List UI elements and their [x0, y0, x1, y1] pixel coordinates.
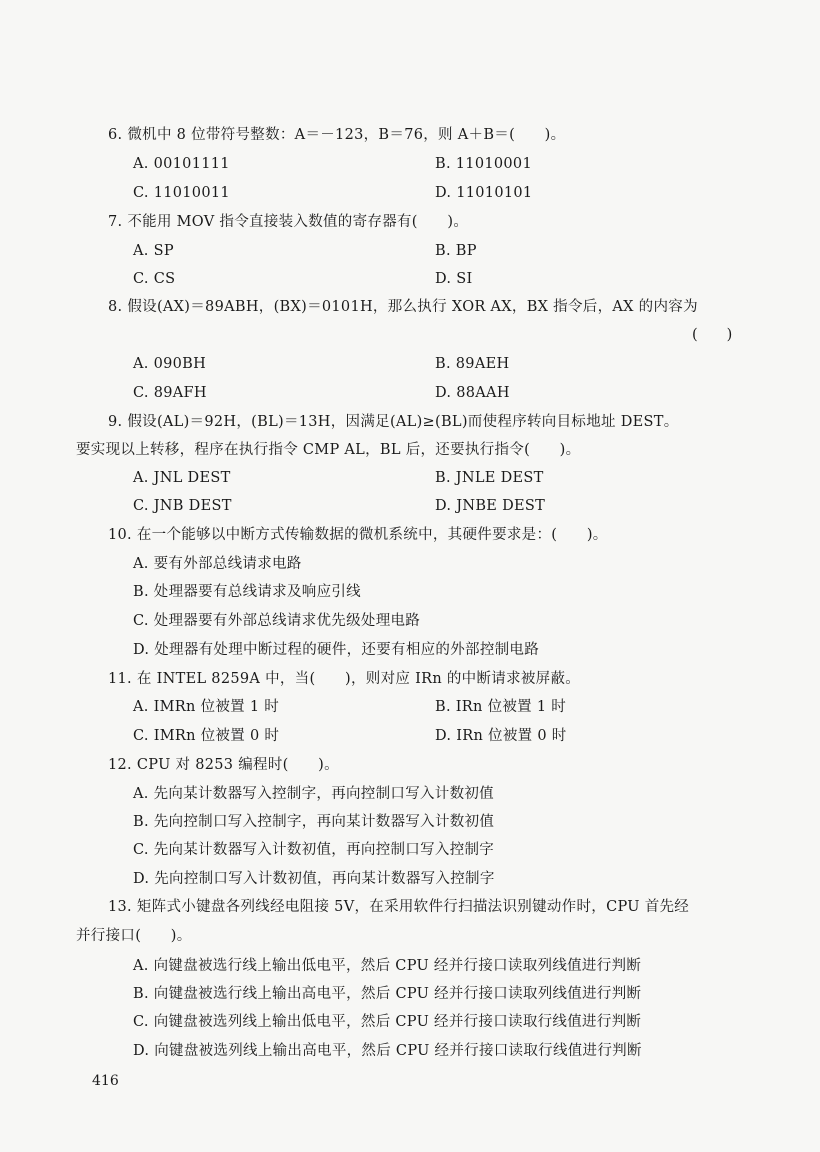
question-12-option-c: C. 先向某计数器写入计数初值，再向控制口写入控制字: [133, 842, 495, 858]
question-13-option-c: C. 向键盘被选列线上输出低电平，然后 CPU 经并行接口读取行线值进行判断: [133, 1014, 642, 1030]
question-10-option-a: A. 要有外部总线请求电路: [133, 556, 302, 572]
question-10-option-d: D. 处理器有处理中断过程的硬件，还要有相应的外部控制电路: [133, 642, 540, 658]
question-10-option-b: B. 处理器要有总线请求及响应引线: [133, 584, 361, 600]
question-13-option-d: D. 向键盘被选列线上输出高电平，然后 CPU 经并行接口读取行线值进行判断: [133, 1043, 642, 1059]
question-8-option-d: D. 88AAH: [435, 385, 510, 401]
question-8-option-c: C. 89AFH: [133, 385, 207, 401]
question-12-option-d: D. 先向控制口写入计数初值，再向某计数器写入控制字: [133, 871, 495, 887]
question-6-option-a: A. 00101111: [133, 156, 230, 172]
question-11-stem: 11. 在 INTEL 8259A 中，当( )，则对应 IRn 的中断请求被屏蔽。: [108, 671, 581, 687]
question-9-stem-continued: 要实现以上转移，程序在执行指令 CMP AL，BL 后，还要执行指令( )。: [76, 442, 581, 458]
question-9-option-a: A. JNL DEST: [133, 470, 231, 486]
question-13-option-a: A. 向键盘被选行线上输出低电平，然后 CPU 经并行接口读取列线值进行判断: [133, 958, 642, 974]
question-6-stem: 6. 微机中 8 位带符号整数：A＝－123，B＝76，则 A＋B＝( )。: [108, 127, 566, 143]
question-13-option-b: B. 向键盘被选行线上输出高电平，然后 CPU 经并行接口读取列线值进行判断: [133, 986, 642, 1002]
question-9-option-b: B. JNLE DEST: [435, 470, 544, 486]
question-7-option-a: A. SP: [133, 243, 174, 259]
question-8-option-a: A. 090BH: [133, 356, 207, 372]
question-8-answer-paren: ( ): [692, 327, 733, 343]
question-13-stem: 13. 矩阵式小键盘各列线经电阻接 5V，在采用软件行扫描法识别键动作时，CPU 首先经: [108, 899, 690, 915]
question-11-option-d: D. IRn 位被置 0 时: [435, 728, 567, 744]
question-8-stem: 8. 假设(AX)＝89ABH，(BX)＝0101H，那么执行 XOR AX，BX 指令后，AX 的内容为: [108, 299, 698, 315]
question-10-stem: 10. 在一个能够以中断方式传输数据的微机系统中，其硬件要求是：( )。: [108, 527, 608, 543]
question-12-option-b: B. 先向控制口写入控制字，再向某计数器写入计数初值: [133, 814, 495, 830]
question-6-option-b: B. 11010001: [435, 156, 532, 172]
question-7-option-c: C. CS: [133, 271, 176, 287]
page-number: 416: [92, 1073, 119, 1089]
question-11-option-c: C. IMRn 位被置 0 时: [133, 728, 280, 744]
question-7-stem: 7. 不能用 MOV 指令直接装入数值的寄存器有( )。: [108, 214, 469, 230]
question-7-option-d: D. SI: [435, 271, 473, 287]
question-12-option-a: A. 先向某计数器写入控制字，再向控制口写入计数初值: [133, 786, 494, 802]
question-9-option-c: C. JNB DEST: [133, 498, 232, 514]
question-6-option-c: C. 11010011: [133, 185, 230, 201]
question-8-option-b: B. 89AEH: [435, 356, 510, 372]
question-6-option-d: D. 11010101: [435, 185, 533, 201]
question-9-stem: 9. 假设(AL)＝92H，(BL)＝13H，因满足(AL)≥(BL)而使程序转向目标地址 DEST。: [108, 414, 679, 430]
question-13-stem-continued: 并行接口( )。: [76, 928, 192, 944]
question-9-option-d: D. JNBE DEST: [435, 498, 546, 514]
question-11-option-a: A. IMRn 位被置 1 时: [133, 699, 280, 715]
question-7-option-b: B. BP: [435, 243, 477, 259]
question-12-stem: 12. CPU 对 8253 编程时( )。: [108, 757, 339, 773]
question-10-option-c: C. 处理器要有外部总线请求优先级处理电路: [133, 613, 421, 629]
question-11-option-b: B. IRn 位被置 1 时: [435, 699, 567, 715]
